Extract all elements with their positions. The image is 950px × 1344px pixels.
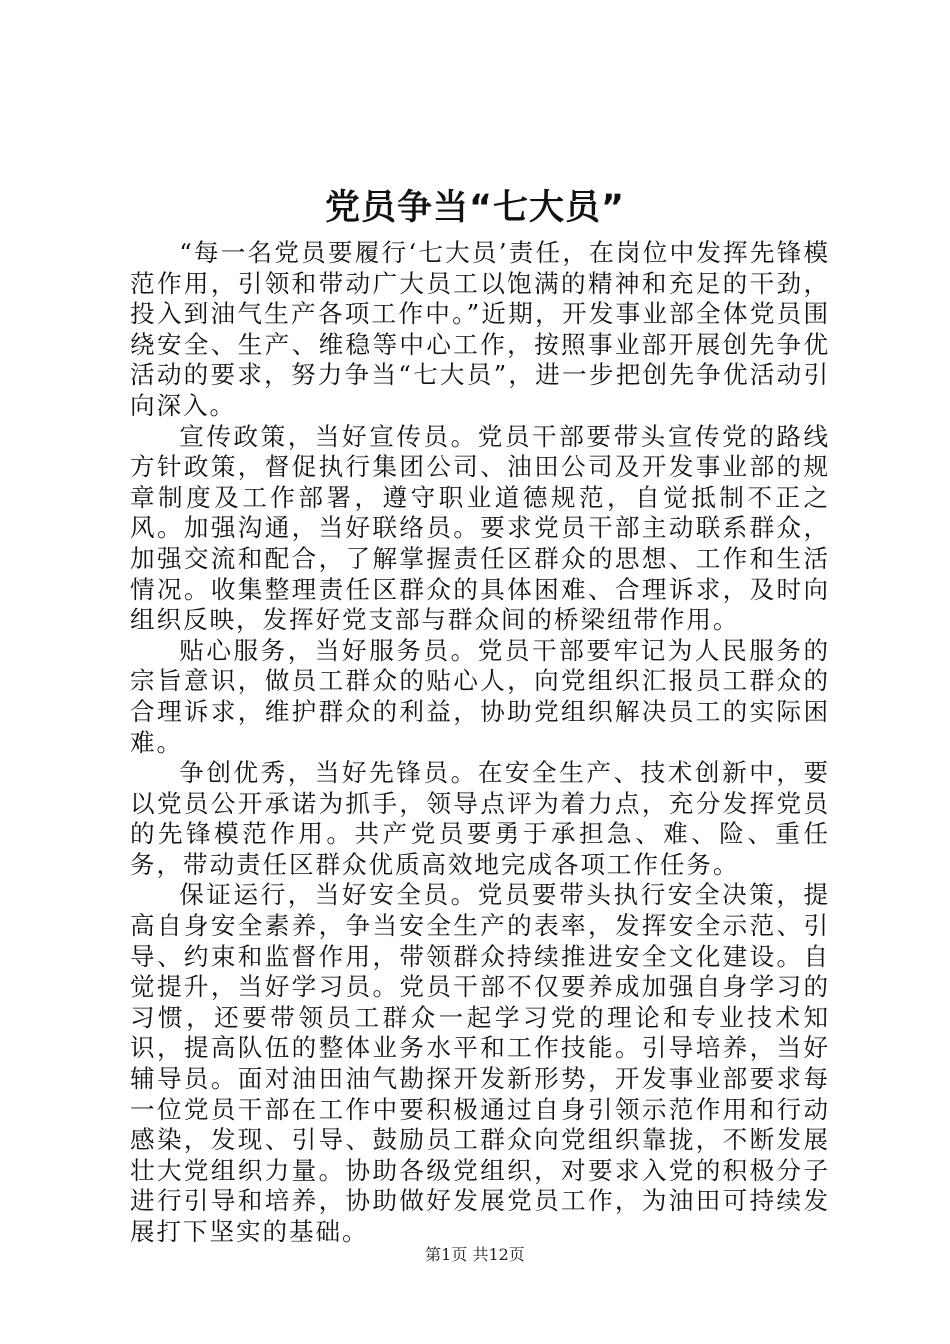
- page-number-footer: 第1页 共12页: [425, 1245, 525, 1264]
- paragraph-vanguard: 争创优秀，当好先锋员。在安全生产、技术创新中，要以党员公开承诺为抓手，领导点评为着力点，充分发挥党员的先锋模范作用。共产党员要勇于承担急、难、险、重任务，带动责任区群众优质高效地完成各项工作任务。: [130, 758, 830, 879]
- paragraph-service: 贴心服务，当好服务员。党员干部要牢记为人民服务的宗旨意识，做员工群众的贴心人，向党组织汇报员工群众的合理诉求，维护群众的利益，协助党组织解决员工的实际困难。: [130, 635, 830, 757]
- document-title: 党员争当“七大员”: [324, 188, 625, 228]
- document-body: [130, 238, 830, 1248]
- paragraph-intro: “每一名党员要履行‘七大员’责任，在岗位中发挥先锋模范作用，引领和带动广大员工以饱满的精神和充足的干劲，投入到油气生产各项工作中。”近期，开发事业部全体党员围绕安全、生产、维稳等中心工作，按照事业部开展创先争优活动的要求，努力争当“七大员”，进一步把创先争优活动引向深入。: [130, 238, 830, 420]
- paragraph-safety-study-mentor: 保证运行，当好安全员。党员要带头执行安全决策，提高自身安全素养，争当安全生产的表率，发挥安全示范、引导、约束和监督作用，带领群众持续推进安全文化建设。自觉提升，当好学习员。党员干部不仅要养成加强自身学习的习惯，还要带领员工群众一起学习党的理论和专业技术知识，提高队伍的整体业务水平和工作技能。引导培养，当好辅导员。面对油田油气勘探开发新形势，开发事业部要求每一位党员干部在工作中要积极通过自身引领示范作用和行动感染，发现、引导、鼓励员工群众向党组织靠拢，不断发展壮大党组织力量。协助各级党组织，对要求入党的积极分子进行引导和培养，协助做好发展党员工作，为油田可持续发展打下坚实的基础。: [130, 880, 830, 1246]
- paragraph-propaganda-liaison: 宣传政策，当好宣传员。党员干部要带头宣传党的路线方针政策，督促执行集团公司、油田公司及开发事业部的规章制度及工作部署，遵守职业道德规范，自觉抵制不正之风。加强沟通，当好联络员。要求党员干部主动联系群众，加强交流和配合，了解掌握责任区群众的思想、工作和生活情况。收集整理责任区群众的具体困难、合理诉求，及时向组织反映，发挥好党支部与群众间的桥梁纽带作用。: [130, 421, 830, 635]
